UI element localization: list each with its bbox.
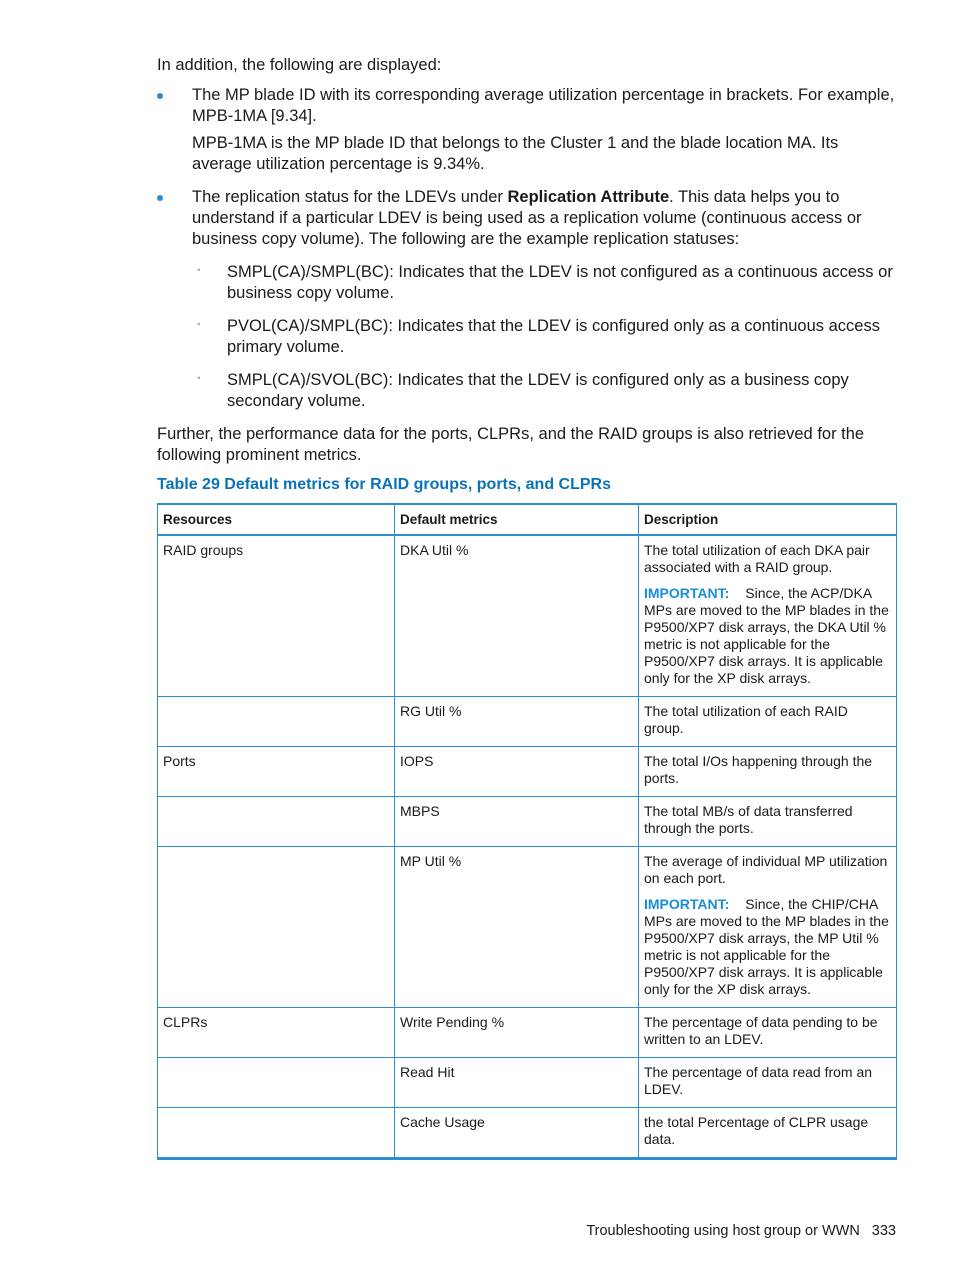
sub-item-text: SMPL(CA)/SVOL(BC): Indicates that the LDEV is configured only as a business copy secondary volume. <box>227 371 849 410</box>
cell-metric: Cache Usage <box>395 1108 639 1159</box>
cell-metric: MBPS <box>395 797 639 847</box>
table-row <box>158 747 897 797</box>
text-run: The replication status for the LDEVs under <box>192 188 508 206</box>
circle-bullet-icon: ◦ <box>197 265 201 276</box>
cell-description: The total utilization of each RAID group. <box>639 697 897 747</box>
cell-description: The total MB/s of data transferred through the ports. <box>639 797 897 847</box>
important-text: Since, the ACP/DKA MPs are moved to the MP blades in the P9500/XP7 disk arrays, the DKA Util % metric is not applicable for the P9500/XP7 disk arrays. It is applicable only for the XP disk arrays. <box>644 585 889 686</box>
circle-bullet-icon: ◦ <box>197 319 201 330</box>
table-row <box>158 1008 897 1058</box>
table-header-row <box>158 504 897 535</box>
cell-description: The percentage of data pending to be written to an LDEV. <box>639 1008 897 1058</box>
bullet-subtext: MPB-1MA is the MP blade ID that belongs to the Cluster 1 and the blade location MA. Its average utilization percentage is 9.34%. <box>192 134 839 173</box>
cell-metric: DKA Util % <box>395 535 639 697</box>
table-row <box>158 1058 897 1108</box>
cell-description <box>639 847 897 1008</box>
further-text: Further, the performance data for the ports, CLPRs, and the RAID groups is also retrieved for the following prominent metrics. <box>157 425 865 464</box>
sub-list-item <box>192 262 897 304</box>
table-row <box>158 697 897 747</box>
bullet-mp-blade <box>157 85 897 175</box>
cell-resource <box>158 1108 395 1159</box>
page-number: 333 <box>871 1223 896 1239</box>
sub-list-item <box>192 316 897 358</box>
table-row <box>158 1108 897 1159</box>
table-row <box>158 535 897 697</box>
footer-section-title: Troubleshooting using host group or WWN <box>586 1223 860 1239</box>
cell-metric: RG Util % <box>395 697 639 747</box>
table-row <box>158 847 897 1008</box>
description-text: The total utilization of each DKA pair associated with a RAID group. <box>644 542 870 575</box>
text-run: . This data helps you to understand if a particular LDEV is being used as a replication volume (continuous access or business copy volume). The following are the example replication statuses: <box>192 188 862 248</box>
cell-metric: Write Pending % <box>395 1008 639 1058</box>
header-resources: Resources <box>158 504 395 535</box>
bullet-dot <box>157 93 163 99</box>
important-note <box>644 896 891 998</box>
important-note <box>644 585 891 687</box>
cell-description: The total I/Os happening through the ports. <box>639 747 897 797</box>
cell-description <box>639 535 897 697</box>
bullet-text <box>192 187 897 250</box>
cell-resource <box>158 797 395 847</box>
important-label: IMPORTANT: <box>644 896 730 912</box>
document-body <box>157 55 897 1160</box>
cell-resource: Ports <box>158 747 395 797</box>
replication-attribute-term: Replication Attribute <box>507 188 670 206</box>
sub-item-text: SMPL(CA)/SMPL(BC): Indicates that the LDEV is not configured as a continuous access or business copy volume. <box>227 263 893 302</box>
metrics-table <box>157 503 897 1160</box>
description-text: The average of individual MP utilization on each port. <box>644 853 888 886</box>
sub-list-item <box>192 370 897 412</box>
cell-resource <box>158 697 395 747</box>
cell-description: The percentage of data read from an LDEV. <box>639 1058 897 1108</box>
page-footer <box>586 1223 896 1239</box>
header-default-metrics: Default metrics <box>395 504 639 535</box>
cell-metric: MP Util % <box>395 847 639 1008</box>
table-caption: Table 29 Default metrics for RAID groups, ports, and CLPRs <box>157 476 611 493</box>
cell-resource <box>158 847 395 1008</box>
cell-resource <box>158 1058 395 1108</box>
bullet-dot <box>157 195 163 201</box>
bullet-replication <box>157 187 897 412</box>
cell-resource: RAID groups <box>158 535 395 697</box>
cell-resource: CLPRs <box>158 1008 395 1058</box>
important-text: Since, the CHIP/CHA MPs are moved to the MP blades in the P9500/XP7 disk arrays, the MP Util % metric is not applicable for the P9500/XP7 disk arrays. It is applicable only for the XP disk arrays. <box>644 896 889 997</box>
table-row <box>158 797 897 847</box>
cell-description: the total Percentage of CLPR usage data. <box>639 1108 897 1159</box>
intro-text: In addition, the following are displayed: <box>157 56 442 74</box>
cell-metric: IOPS <box>395 747 639 797</box>
cell-metric: Read Hit <box>395 1058 639 1108</box>
important-label: IMPORTANT: <box>644 585 730 601</box>
sub-item-text: PVOL(CA)/SMPL(BC): Indicates that the LDEV is configured only as a continuous access primary volume. <box>227 317 880 356</box>
circle-bullet-icon: ◦ <box>197 373 201 384</box>
header-description: Description <box>639 504 897 535</box>
bullet-text: The MP blade ID with its corresponding average utilization percentage in brackets. For example, MPB-1MA [9.34]. <box>192 86 895 125</box>
